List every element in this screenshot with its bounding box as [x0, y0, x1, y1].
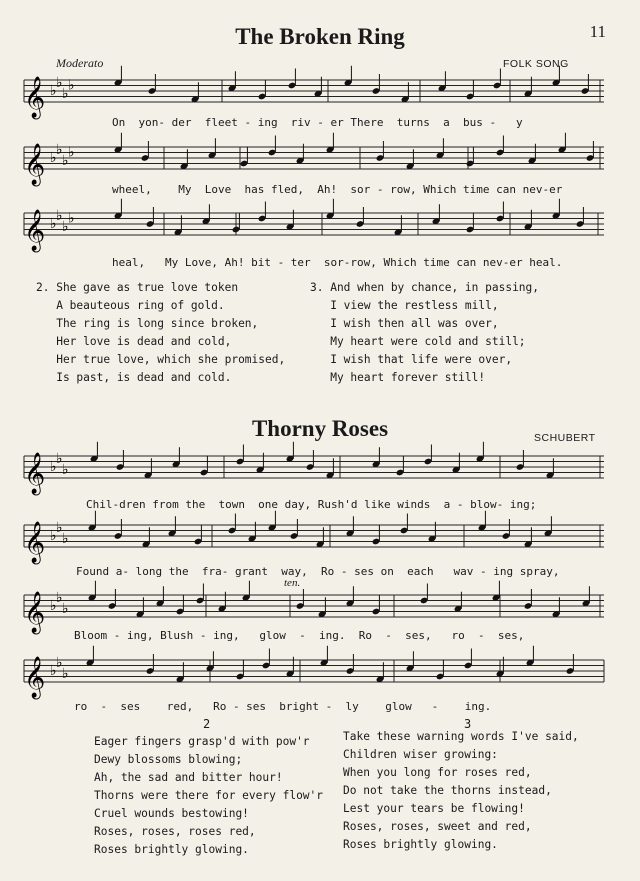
treble-clef-icon: 𝄞 [24, 77, 46, 118]
verse-line: Dewy blossoms blowing; [94, 753, 243, 766]
verse-line: Eager fingers grasp'd with pow'r [94, 735, 310, 748]
verse-line: Roses brightly glowing. [94, 843, 249, 856]
lyric-line-5: Found a- long the fra- grant way, Ro - ses on each wav - ing spray, [76, 565, 560, 578]
flat-icon: ♭ [50, 598, 57, 614]
verse-line: My heart forever still! [310, 371, 486, 384]
song-source: SCHUBERT [534, 432, 596, 444]
staff-6 [0, 585, 640, 633]
verse-line: Ah, the sad and bitter hour! [94, 771, 283, 784]
song-title-broken-ring: The Broken Ring [235, 24, 405, 49]
flat-icon: ♭ [62, 152, 69, 169]
verse-line: Her love is dead and cold, [36, 335, 232, 348]
verse-line: When you long for roses red, [343, 766, 532, 779]
flat-icon: ♭ [62, 600, 69, 617]
flat-icon: ♭ [56, 589, 63, 606]
flat-icon: ♭ [62, 85, 69, 102]
lyric-line-7: ro - ses red, Ro - ses bright - ly glow - ing. [74, 700, 492, 713]
flat-icon: ♭ [62, 665, 69, 682]
flat-icon: ♭ [62, 218, 69, 235]
staff-7 [0, 650, 640, 698]
verse-line: Roses, roses, sweet and red, [343, 820, 532, 833]
flat-icon: ♭ [56, 141, 63, 158]
verse-line: I view the restless mill, [310, 299, 499, 312]
treble-clef-icon: 𝄞 [24, 522, 46, 563]
verse-2-broken-ring [36, 279, 285, 387]
verse-line: Her true love, which she promised, [36, 353, 286, 366]
page-number: 11 [589, 22, 606, 41]
staff-4 [0, 446, 640, 494]
verse-line: Is past, is dead and cold. [36, 371, 232, 384]
verse-line: Cruel wounds bestowing! [94, 807, 249, 820]
flat-icon: ♭ [56, 519, 63, 536]
verse-line: Thorns were there for every flow'r [94, 789, 324, 802]
verse-line: I wish that life were over, [310, 353, 513, 366]
treble-clef-icon: 𝄞 [24, 453, 46, 494]
treble-clef-icon: 𝄞 [24, 144, 46, 185]
verse-2-thorny-roses [94, 733, 323, 859]
flat-icon: ♭ [68, 77, 75, 94]
verse-line: A beauteous ring of gold. [36, 299, 225, 312]
song-title-thorny-roses: Thorny Roses [251, 416, 389, 441]
verse-line: Take these warning words I've said, [343, 730, 579, 743]
treble-clef-icon: 𝄞 [24, 592, 46, 633]
verse-number: 3 [464, 717, 472, 731]
flat-icon: ♭ [50, 83, 57, 99]
flat-icon: ♭ [62, 461, 69, 478]
flat-icon: ♭ [68, 210, 75, 227]
verse-line: My heart were cold and still; [310, 335, 526, 348]
verse-3-broken-ring [310, 279, 539, 387]
flat-icon: ♭ [56, 207, 63, 224]
flat-icon: ♭ [56, 654, 63, 671]
flat-icon: ♭ [50, 459, 57, 475]
lyric-line-4: Chil-dren from the town one day, Rush'd like winds a - blow- ing; [86, 498, 537, 511]
flat-icon: ♭ [68, 144, 75, 161]
staff-5 [0, 515, 640, 563]
staff-1 [0, 70, 640, 118]
verse-line: 3. And when by chance, in passing, [310, 281, 540, 294]
lyric-line-6: Bloom - ing, Blush - ing, glow - ing. Ro - ses, ro - ses, [74, 629, 525, 642]
verse-line: 2. She gave as true love token [36, 281, 239, 294]
staff-3 [0, 203, 640, 251]
flat-icon: ♭ [50, 663, 57, 679]
lyric-line-3: heal, My Love, Ah! bit - ter sor-row, Which time can nev-er heal. [112, 256, 563, 269]
verse-line: Roses brightly glowing. [343, 838, 498, 851]
flat-icon: ♭ [50, 528, 57, 544]
flat-icon: ♭ [62, 530, 69, 547]
tempo-marking: Moderato [56, 56, 104, 70]
flat-icon: ♭ [56, 450, 63, 467]
verse-line: Children wiser growing: [343, 748, 498, 761]
treble-clef-icon: 𝄞 [24, 210, 46, 251]
verse-number: 2 [203, 717, 211, 731]
verse-line: Do not take the thorns instead, [343, 784, 552, 797]
lyric-line-1: On yon- der fleet - ing riv - er There turns a bus - y [112, 116, 523, 129]
song-source: FOLK SONG [503, 58, 569, 70]
tenuto-marking: ten. [284, 577, 301, 589]
verse-line: Roses, roses, roses red, [94, 825, 256, 838]
verse-3-thorny-roses [343, 728, 579, 854]
treble-clef-icon: 𝄞 [24, 657, 46, 698]
flat-icon: ♭ [50, 216, 57, 232]
verse-line: I wish then all was over, [310, 317, 499, 330]
flat-icon: ♭ [50, 150, 57, 166]
lyric-line-2: wheel, My Love has fled, Ah! sor - row, Which time can nev-er [112, 183, 563, 196]
flat-icon: ♭ [56, 74, 63, 91]
verse-line: Lest your tears be flowing! [343, 802, 525, 815]
staff-2 [0, 137, 640, 185]
verse-line: The ring is long since broken, [36, 317, 259, 330]
